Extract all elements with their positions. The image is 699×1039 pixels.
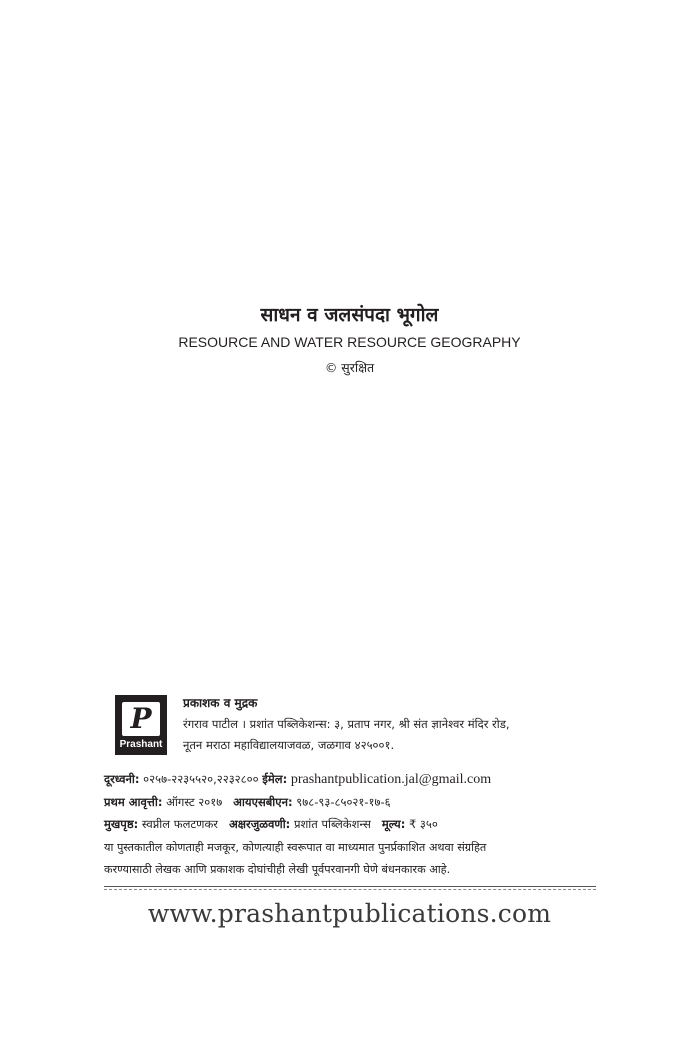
title-block — [0, 300, 699, 378]
rights-notice-line-1: या पुस्तकातील कोणताही मजकूर, कोणत्याही स्वरूपात वा माध्यमात पुनर्प्रकाशित अथवा संग्रहित — [104, 841, 487, 854]
price-label: मूल्य: — [381, 817, 406, 831]
cover-label: मुखपृष्ठ: — [104, 817, 139, 831]
phone-value: ०२५७-२२३५५२०,२२३२८०० — [143, 772, 259, 786]
email-label: ईमेल: — [262, 772, 288, 786]
prashant-logo — [115, 695, 167, 755]
copyright-notice: © सुरक्षित — [324, 360, 375, 375]
edition-value: ऑगस्ट २०१७ — [166, 795, 223, 809]
typeset-label: अक्षरजुळवणी: — [228, 817, 291, 831]
rights-notice-line-2: करण्यासाठी लेखक आणि प्रकाशक दोघांचीही लेखी पूर्वपरवानगी घेणे बंधनकारक आहे. — [104, 863, 451, 876]
logo-letter: P — [130, 702, 152, 735]
phone-label: दूरध्वनी: — [104, 772, 140, 786]
email-value: prashantpublication.jal@gmail.com — [290, 772, 492, 787]
contact-line — [104, 768, 604, 791]
cover-value: स्वप्नील फलटणकर — [141, 817, 219, 831]
edition-line — [104, 791, 604, 813]
isbn-value: ९७८-९३-८५०२१-१७-६ — [296, 795, 391, 809]
isbn-label: आयएसबीएन: — [233, 795, 293, 809]
logo-emblem — [122, 702, 160, 736]
logo-name: Prashant — [119, 739, 163, 750]
publisher-address-line-1: रंगराव पाटील । प्रशांत पब्लिकेशन्स: ३, प्रताप नगर, श्री संत ज्ञानेश्वर मंदिर रोड, — [183, 717, 510, 731]
price-value: ₹ ३५० — [408, 817, 438, 831]
publisher-text — [183, 693, 613, 756]
rights-notice — [104, 837, 604, 881]
edition-label: प्रथम आवृत्ती: — [104, 795, 163, 809]
book-title-marathi: साधन व जलसंपदा भूगोल — [260, 304, 439, 326]
publisher-heading: प्रकाशक व मुद्रक — [183, 696, 258, 710]
divider-line — [104, 886, 596, 887]
publisher-address-line-2: नूतन मराठा महाविद्यालयाजवळ, जळगाव ४२५००१. — [183, 738, 395, 752]
book-title-english: RESOURCE AND WATER RESOURCE GEOGRAPHY — [178, 334, 521, 350]
typeset-value: प्रशांत पब्लिकेशन्स — [293, 817, 371, 831]
imprint-details — [104, 768, 604, 881]
divider-line-dashed — [104, 889, 596, 890]
publisher-website: www.prashantpublications.com — [147, 899, 552, 928]
credits-line — [104, 813, 604, 835]
